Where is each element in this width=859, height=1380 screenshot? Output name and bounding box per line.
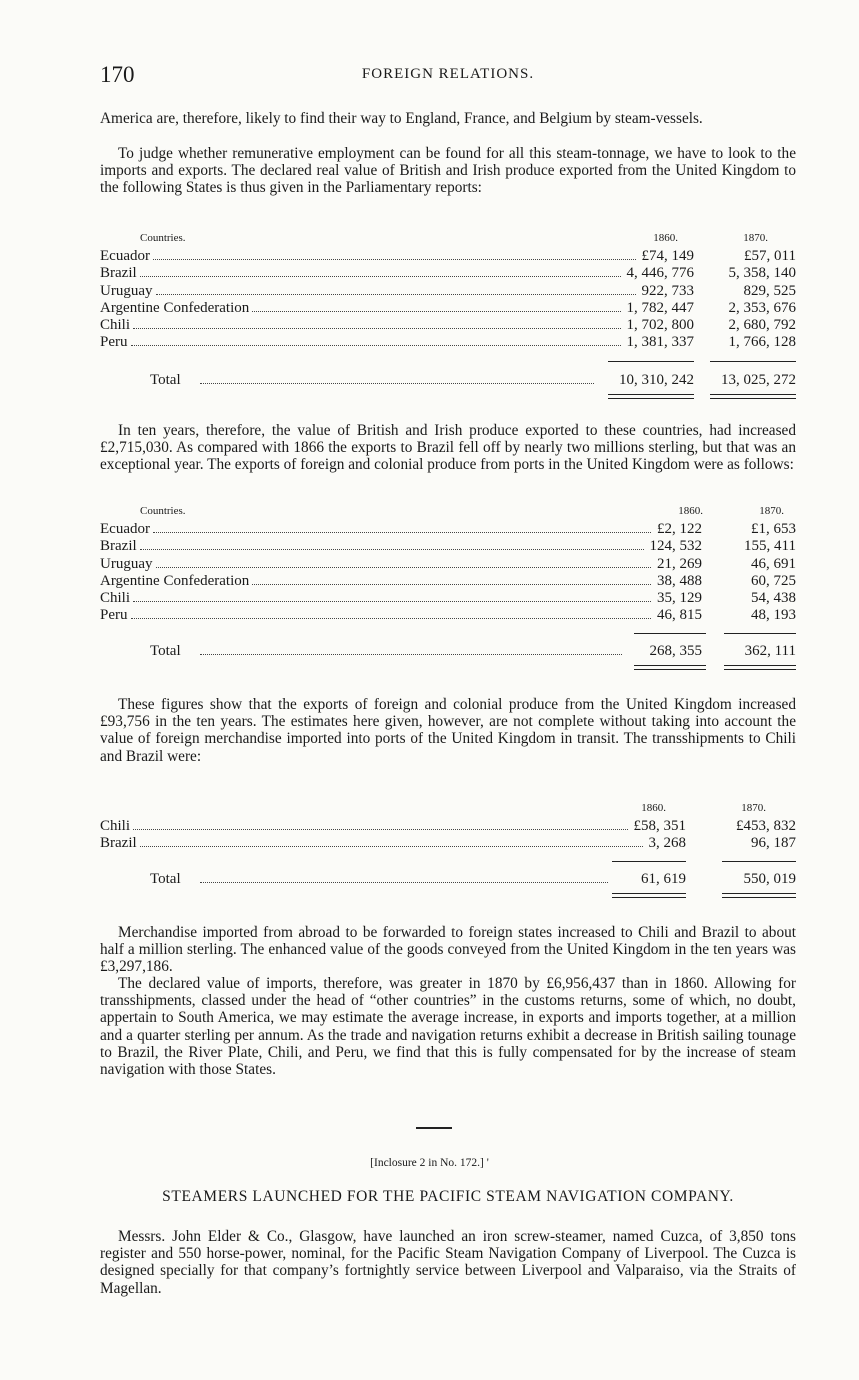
value-1870: 829, 525 [743,282,796,299]
subtotal-rule [722,861,796,862]
value-1860: £74, 149 [641,248,694,264]
country-label: Ecuador [100,521,150,537]
table-row [100,573,796,590]
table-total-row [100,643,796,663]
column-header-1860: 1860. [653,232,678,244]
total-label: Total [150,870,181,887]
table-row [100,317,796,334]
value-1860: 922, 733 [641,282,694,299]
transshipments-table [100,802,796,903]
leader-dots [252,584,651,585]
value-1870: 2, 353, 676 [728,299,796,316]
table-row [100,607,796,624]
section-title: STEAMERS LAUNCHED FOR THE PACIFIC STEAM NAVIGATION COMPANY. [162,1188,734,1205]
total-double-rule [634,665,706,670]
value-1860: 38, 488 [657,572,702,589]
country-label: Uruguay [100,282,153,299]
country-label: Chili [100,818,131,834]
subtotal-rule [634,633,706,634]
leader-dots [200,654,622,655]
value-1860: 1, 782, 447 [626,299,694,316]
subtotal-rule [710,361,796,362]
total-1870: 362, 111 [744,642,796,659]
total-double-rule [608,394,694,399]
value-1870: 155, 411 [744,538,796,555]
country-label: Brazil [100,538,137,555]
table-row [100,248,796,265]
column-header-1870: 1870. [741,802,766,814]
total-label: Total [150,642,181,659]
value-1870: 54, 438 [751,590,796,607]
total-double-rule [710,394,796,399]
leader-dots [140,549,644,550]
page-header [100,62,796,88]
column-header-1870: 1870. [759,505,784,517]
table-row [100,300,796,317]
table-header [100,505,796,521]
leader-dots [156,294,636,295]
value-1870: £1, 653 [751,521,796,537]
column-header-1860: 1860. [678,505,703,517]
value-1870: 1, 766, 128 [728,334,796,351]
subtotal-rule [724,633,796,634]
leader-dots [156,567,652,568]
running-title: FOREIGN RELATIONS. [361,66,535,82]
total-1860: 10, 310, 242 [619,371,694,388]
page-number: 170 [100,62,135,87]
value-1860: £2, 122 [657,521,702,537]
leader-dots [140,276,621,277]
value-1870: £453, 832 [736,818,796,834]
leader-dots [200,882,608,883]
total-double-rule [612,893,686,898]
country-label: Brazil [100,265,137,282]
country-label: Argentine Confederation [100,572,250,589]
total-1870: 13, 025, 272 [721,371,796,388]
value-1870: 96, 187 [751,835,796,852]
paragraph: The declared value of imports, therefore, was greater in 1870 by £6,956,437 than in 1860. Allowing for transshipments, classed under the head of “other countries” in the customs returns, some of which, no doubt, appertain to South America, we may estimate the average increase, in exports and imports together, at a million and a quarter sterling per annum. As the trade and navigation returns exhibit a decrease in British sailing tounage to Brazil, the River Plate, Chili, and Peru, we find that this is fully compensated for by the increase of steam navigation with those States. [100,975,796,1079]
table-header [100,802,796,818]
exports-table-foreign-colonial [100,505,796,675]
leader-dots [140,846,643,847]
table-row [100,835,796,852]
value-1870: 2, 680, 792 [728,317,796,334]
value-1860: 4, 446, 776 [626,265,694,282]
paragraph: America are, therefore, likely to find their way to England, France, and Belgium by steam-vessels. [100,110,703,127]
leader-dots [131,618,652,619]
table-row [100,265,796,282]
leader-dots [131,345,621,346]
value-1860: 3, 268 [648,835,686,852]
value-1870: 48, 193 [751,607,796,624]
total-1870: 550, 019 [743,870,796,887]
leader-dots [133,829,627,830]
paragraph: In ten years, therefore, the value of British and Irish produce exported to these countries, had increased £2,715,030. As compared with 1866 the exports to Brazil fell off by nearly two millions sterling, but that was an exceptional year. The exports of foreign and colonial produce from ports in the United Kingdom were as follows: [100,422,796,474]
value-1870: 60, 725 [751,572,796,589]
table-row [100,283,796,300]
value-1870: £57, 011 [744,248,796,264]
leader-dots [252,311,620,312]
subtotal-rule [612,861,686,862]
column-header-countries: Countries. [140,232,186,244]
subtotal-rule [608,361,694,362]
paragraph: To judge whether remunerative employment can be found for all this steam-tonnage, we have to look to the imports and exports. The declared real value of British and Irish produce exported from the United Kingdom to the following States is thus given in the Parliamentary reports: [100,145,796,197]
table-row [100,590,796,607]
value-1870: 46, 691 [751,555,796,572]
column-header-countries: Countries. [140,505,186,517]
paragraph: Messrs. John Elder & Co., Glasgow, have launched an iron screw-steamer, named Cuzca, of 3,850 tons register and 550 horse-power, nominal, for the Pacific Steam Navigation Company of Liverpool. The Cuzca is designed specially for that company’s fortnightly service between Liverpool and Valparaiso, via the Straits of Magellan. [100,1228,796,1297]
value-1860: 124, 532 [649,538,702,555]
table-row [100,334,796,351]
country-label: Brazil [100,835,137,852]
country-label: Chili [100,317,131,334]
leader-dots [153,259,636,260]
country-label: Ecuador [100,248,150,264]
leader-dots [153,532,651,533]
value-1870: 5, 358, 140 [728,265,796,282]
section-divider [416,1127,452,1129]
value-1860: 1, 381, 337 [626,334,694,351]
total-1860: 61, 619 [641,870,686,887]
total-double-rule [724,665,796,670]
total-double-rule [722,893,796,898]
leader-dots [200,383,594,384]
paragraph: Merchandise imported from abroad to be forwarded to foreign states increased to Chili and Brazil to about half a million sterling. The enhanced value of the goods conveyed from the United Kingdom in the ten years was £3,297,186. [100,924,796,976]
table-row [100,556,796,573]
table-total-row [100,372,796,392]
country-label: Peru [100,334,128,351]
country-label: Uruguay [100,555,153,572]
inclosure-heading: [Inclosure 2 in No. 172.] ' [370,1157,489,1169]
table-row [100,818,796,835]
value-1860: 21, 269 [657,555,702,572]
table-row [100,521,796,538]
value-1860: 46, 815 [657,607,702,624]
leader-dots [133,328,620,329]
country-label: Peru [100,607,128,624]
exports-table-british-irish [100,232,796,404]
leader-dots [133,601,651,602]
country-label: Chili [100,590,131,607]
table-header [100,232,796,248]
country-label: Argentine Confederation [100,299,250,316]
paragraph: These figures show that the exports of foreign and colonial produce from the United Kingdom increased £93,756 in the ten years. The estimates here given, however, are not complete without taking into account the value of foreign merchandise imported into ports of the United Kingdom in transit. The transshipments to Chili and Brazil were: [100,696,796,765]
column-header-1860: 1860. [641,802,666,814]
total-1860: 268, 355 [649,642,702,659]
column-header-1870: 1870. [743,232,768,244]
table-total-row [100,871,796,891]
value-1860: 1, 702, 800 [626,317,694,334]
value-1860: £58, 351 [633,818,686,834]
table-row [100,538,796,555]
value-1860: 35, 129 [657,590,702,607]
total-label: Total [150,371,181,388]
